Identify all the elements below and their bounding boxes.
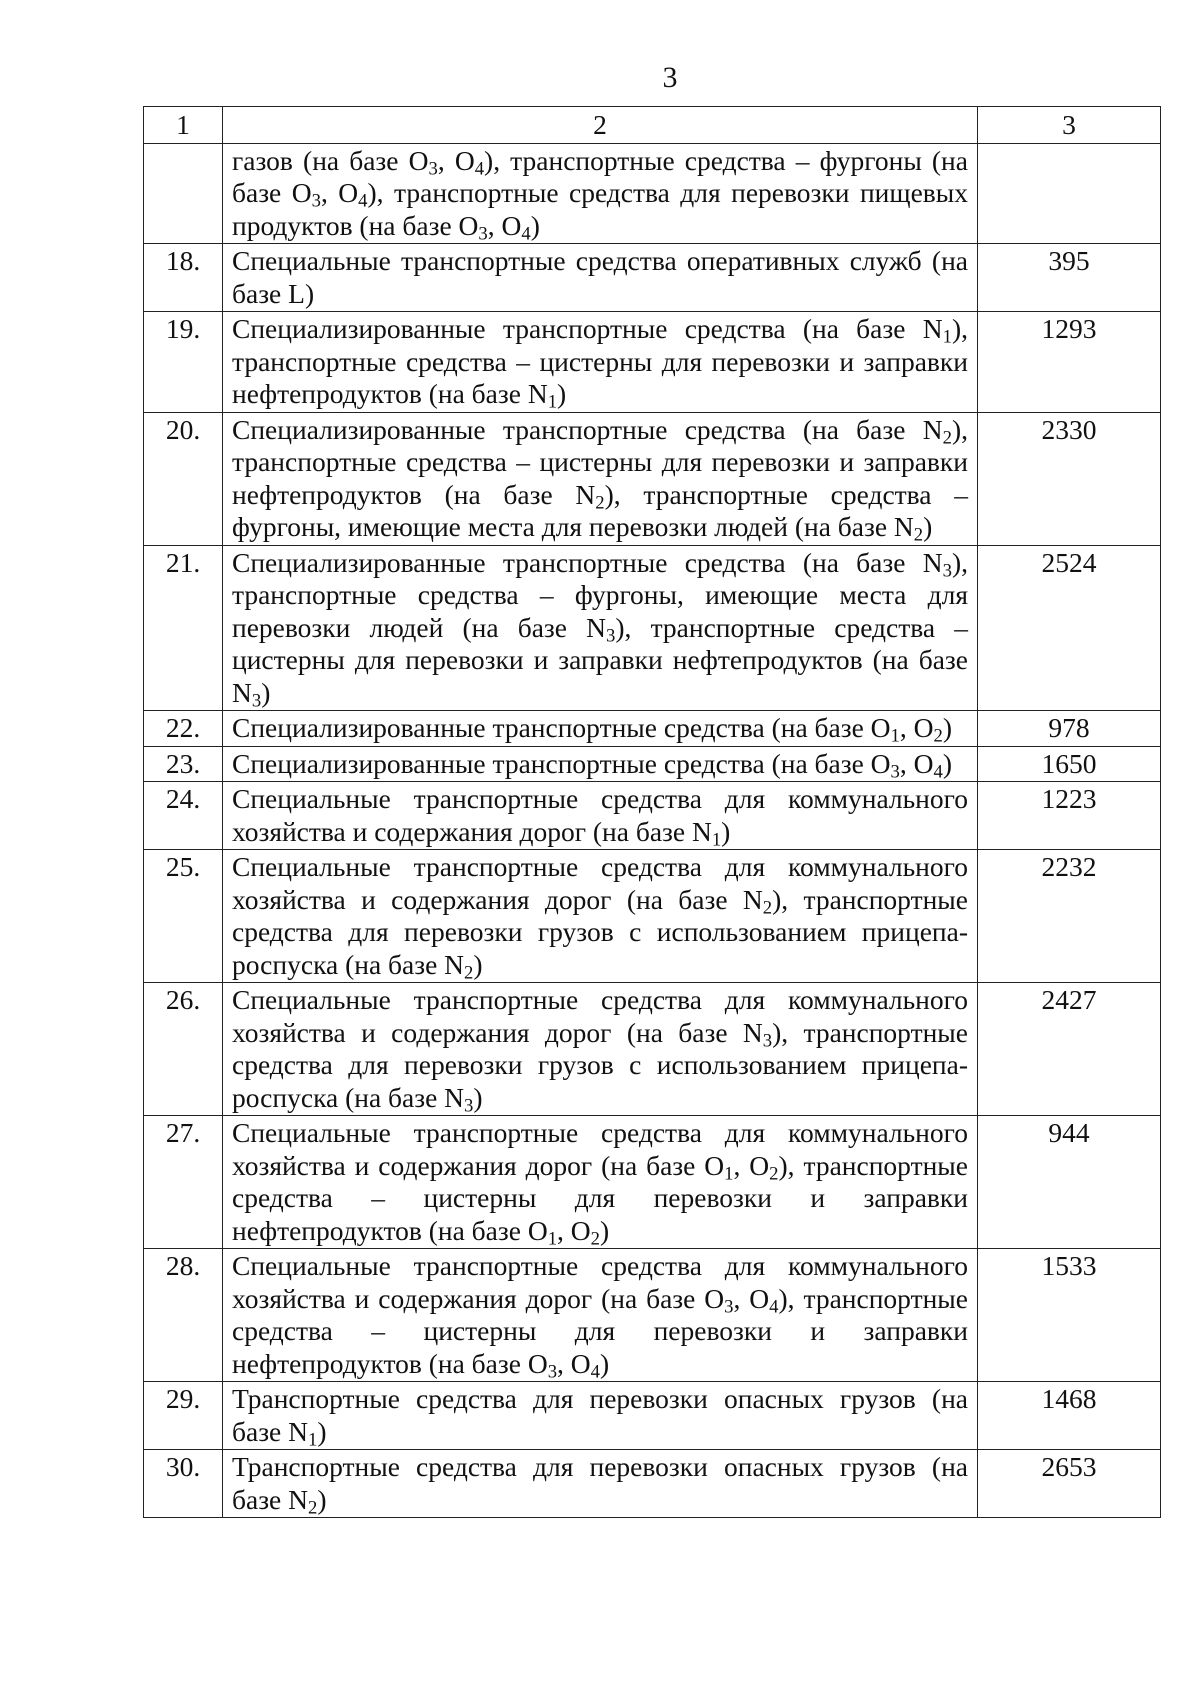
row-description: Специализированные транспортные средства (на базе $N_2$), транспортные средства – цистерны для перевозки и заправки нефтепродуктов (на базе $N_2$), транспортные средства – фургоны, имеющие места для перевозки людей (на базе $N_2$) <box>223 412 978 545</box>
table-row <box>144 312 1161 413</box>
table-row <box>144 545 1161 711</box>
table-row <box>144 746 1161 782</box>
row-description: Специальные транспортные средства для коммунального хозяйства и содержания дорог (на базе $N_2$), транспортные средства для перевозки грузов с использованием прицепа-роспуска (на базе $N_2$) <box>223 850 978 983</box>
table-row <box>144 412 1161 545</box>
row-number: 20. <box>144 412 223 545</box>
row-description: Транспортные средства для перевозки опасных грузов (на базе $N_2$) <box>223 1450 978 1518</box>
row-description: Транспортные средства для перевозки опасных грузов (на базе $N_1$) <box>223 1382 978 1450</box>
table-row <box>144 1382 1161 1450</box>
row-number: 19. <box>144 312 223 413</box>
row-value: 2427 <box>978 983 1161 1116</box>
table-row <box>144 782 1161 850</box>
row-description: Специальные транспортные средства для коммунального хозяйства и содержания дорог (на базе $O_3$, $O_4$), транспортные средства – цистерны для перевозки и заправки нефтепродуктов (на базе $O_3$, $O_4$) <box>223 1249 978 1382</box>
row-description: Специальные транспортные средства оперативных служб (на базе L) <box>223 244 978 312</box>
row-description: Специальные транспортные средства для коммунального хозяйства и содержания дорог (на базе $N_1$) <box>223 782 978 850</box>
row-description: газов (на базе $O_3$, $O_4$), транспортные средства – фургоны (на базе $O_3$, $O_4$), транспортные средства для перевозки пищевых продуктов (на базе $O_3$, $O_4$) <box>223 143 978 244</box>
table-row <box>144 983 1161 1116</box>
table-row <box>144 1249 1161 1382</box>
row-description: Специализированные транспортные средства (на базе $O_3$, $O_4$) <box>223 746 978 782</box>
row-number: 24. <box>144 782 223 850</box>
row-value: 944 <box>978 1116 1161 1249</box>
row-value: 978 <box>978 711 1161 747</box>
row-description: Специальные транспортные средства для коммунального хозяйства и содержания дорог (на базе $O_1$, $O_2$), транспортные средства – цистерны для перевозки и заправки нефтепродуктов (на базе $O_1$, $O_2$) <box>223 1116 978 1249</box>
row-value: 1533 <box>978 1249 1161 1382</box>
row-value: 2524 <box>978 545 1161 711</box>
column-header-3: 3 <box>978 107 1161 144</box>
table-row <box>144 850 1161 983</box>
row-number: 28. <box>144 1249 223 1382</box>
row-value: 2330 <box>978 412 1161 545</box>
row-number: 21. <box>144 545 223 711</box>
row-value <box>978 143 1161 244</box>
row-value: 395 <box>978 244 1161 312</box>
row-number: 22. <box>144 711 223 747</box>
row-value: 2653 <box>978 1450 1161 1518</box>
row-number: 27. <box>144 1116 223 1249</box>
page-number: 3 <box>662 61 678 94</box>
table-row <box>144 711 1161 747</box>
row-number: 26. <box>144 983 223 1116</box>
row-description: Специальные транспортные средства для коммунального хозяйства и содержания дорог (на базе $N_3$), транспортные средства для перевозки грузов с использованием прицепа-роспуска (на базе $N_3$) <box>223 983 978 1116</box>
row-value: 1650 <box>978 746 1161 782</box>
row-number <box>144 143 223 244</box>
column-header-1: 1 <box>144 107 223 144</box>
table-row <box>144 244 1161 312</box>
table-row <box>144 143 1161 244</box>
row-number: 18. <box>144 244 223 312</box>
row-value: 1223 <box>978 782 1161 850</box>
row-value: 2232 <box>978 850 1161 983</box>
column-header-2: 2 <box>223 107 978 144</box>
row-number: 30. <box>144 1450 223 1518</box>
row-number: 25. <box>144 850 223 983</box>
regulation-table <box>143 106 1161 1518</box>
row-number: 23. <box>144 746 223 782</box>
row-description: Специализированные транспортные средства (на базе $N_3$), транспортные средства – фургоны, имеющие места для перевозки людей (на базе $N_3$), транспортные средства – цистерны для перевозки и заправки нефтепродуктов (на базе $N_3$) <box>223 545 978 711</box>
row-description: Специализированные транспортные средства (на базе $N_1$), транспортные средства – цистерны для перевозки и заправки нефтепродуктов (на базе $N_1$) <box>223 312 978 413</box>
table-row <box>144 1116 1161 1249</box>
row-value: 1468 <box>978 1382 1161 1450</box>
row-description: Специализированные транспортные средства (на базе $O_1$, $O_2$) <box>223 711 978 747</box>
row-number: 29. <box>144 1382 223 1450</box>
row-value: 1293 <box>978 312 1161 413</box>
table-row <box>144 1450 1161 1518</box>
table-header-row <box>144 107 1161 144</box>
